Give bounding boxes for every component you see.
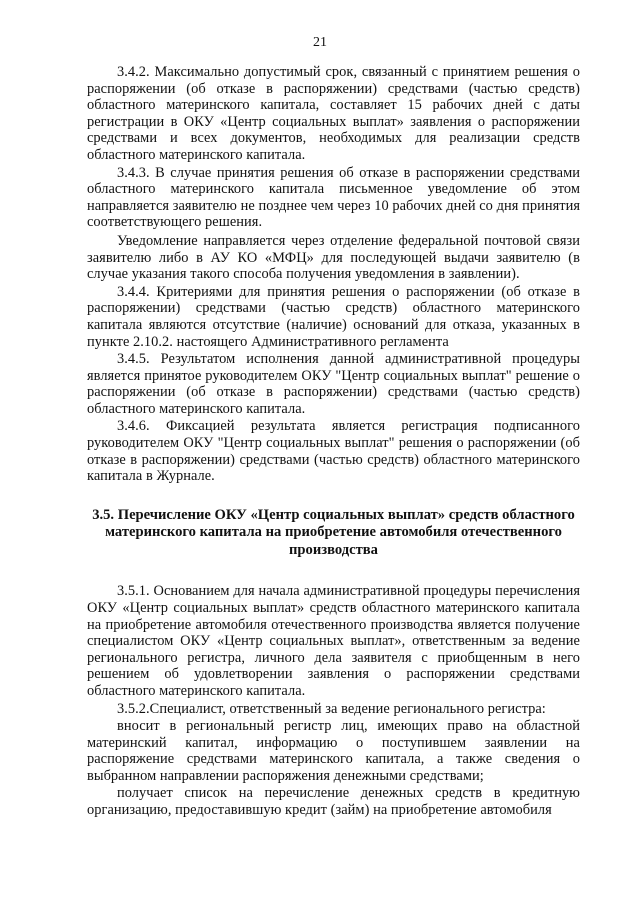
section-heading-3-5: 3.5. Перечисление ОКУ «Центр социальных выплат» средств областного материнского капитала на приобретение автомобиля отечественного производства <box>92 506 575 558</box>
paragraph-3-4-5: 3.4.5. Результатом исполнения данной административной процедуры является принятое руководителем ОКУ "Центр социальных выплат" решение о распоряжении (об отказе в распоряжении) средствами (частью средств) областного материнского капитала. <box>87 351 580 417</box>
paragraph-3-5-2: 3.5.2.Специалист, ответственный за ведение регионального регистра: <box>117 700 546 717</box>
document-body <box>87 64 580 819</box>
paragraph-3-4-3: 3.4.3. В случае принятия решения об отказе в распоряжении средствами областного материнского капитала письменное уведомление об этом направляется заявителю не позднее чем через 10 рабочих дней со дня принятия соответствующего решения. <box>87 164 580 231</box>
paragraph-transfer-list: получает список на перечисление денежных средств в кредитную организацию, предоставившую кредит (займ) на приобретение автомобиля <box>87 785 580 819</box>
paragraph-3-4-2: 3.4.2. Максимально допустимый срок, связанный с принятием решения о распоряжении (об отказе в распоряжении) средствами (частью средств) областного материнского капитала, составляет 15 рабочих дней с даты регистрации в ОКУ «Центр социальных выплат» заявления о распоряжении средствами и всех документов, необходимых для реализации средств областного материнского капитала. <box>87 64 580 163</box>
paragraph-3-5-1: 3.5.1. Основанием для начала административной процедуры перечисления ОКУ «Центр социальных выплат» средств областного материнского капитала на приобретение автомобиля отечественного производства является получение специалистом ОКУ «Центр социальных выплат», ответственным за ведение регионального регистра, личного дела заявителя с приобщенным в него решением об удовлетворении заявления о распоряжении средствами областного материнского капитала. <box>87 583 580 699</box>
paragraph-register-entry: вносит в региональный регистр лиц, имеющих право на областной материнский капитал, информацию о поступившем заявлении на распоряжение средствами материнского капитала, а также сведения о выбранном направлении распоряжения денежными средствами; <box>87 718 580 784</box>
paragraph-3-4-6: 3.4.6. Фиксацией результата является регистрация подписанного руководителем ОКУ "Центр социальных выплат" решения о распоряжении (об отказе в распоряжении) средствами (частью средств) областного материнского капитала в Журнале. <box>87 418 580 485</box>
paragraph-3-4-4: 3.4.4. Критериями для принятия решения о распоряжении (об отказе в распоряжении) средствами (частью средств) областного материнского капитала являются отсутствие (наличие) оснований для отказа, указанных в пункте 2.10.2. настоящего Административного регламента <box>87 283 580 350</box>
paragraph-notification: Уведомление направляется через отделение федеральной почтовой связи заявителю либо в АУ КО «МФЦ» для последующей выдачи заявителю (в случае указания такого способа получения уведомления в заявлении). <box>87 232 580 283</box>
page-number: 21 <box>313 35 327 50</box>
